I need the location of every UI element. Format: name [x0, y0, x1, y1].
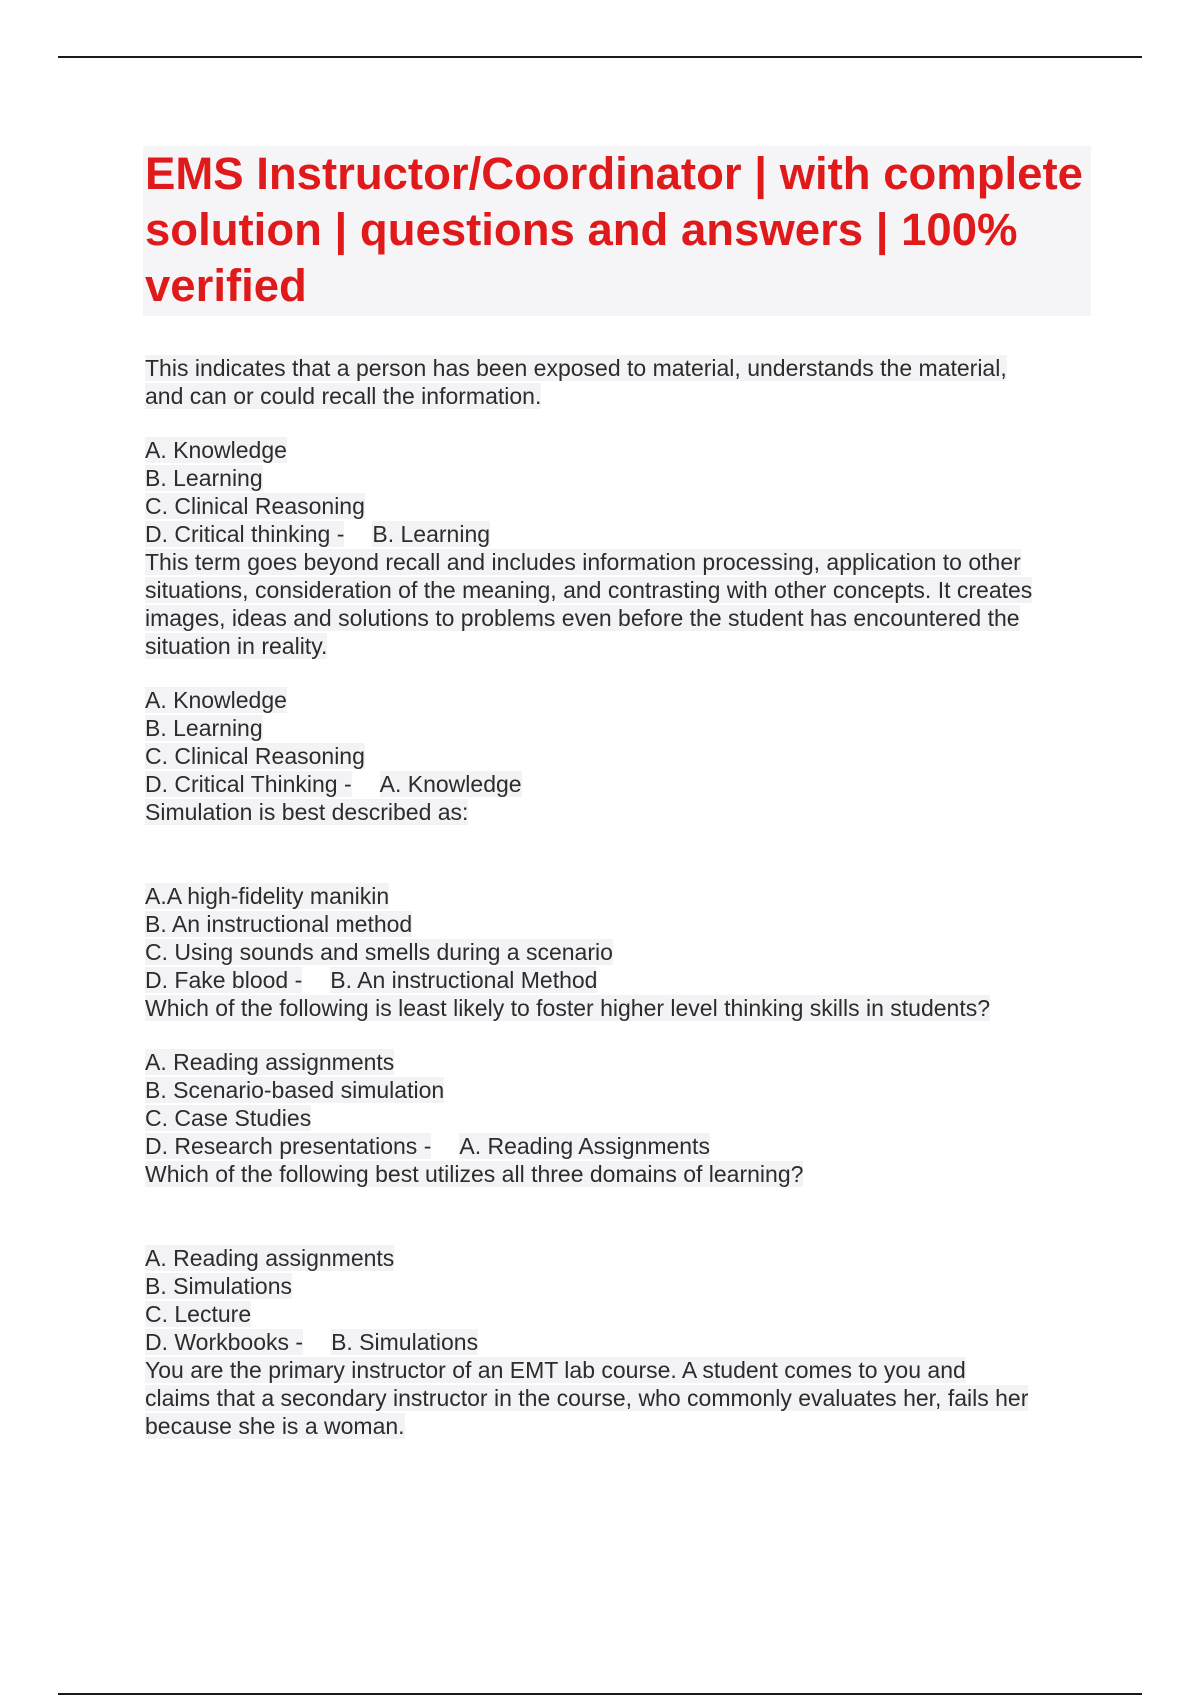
question-5 [145, 1160, 1095, 1356]
option: C. Lecture [145, 1301, 252, 1327]
option: C. Case Studies [145, 1105, 312, 1131]
option: C. Clinical Reasoning [145, 743, 365, 769]
option: A. Knowledge [145, 687, 287, 713]
question-stem-line: You are the primary instructor of an EMT lab course. A student comes to you and [145, 1357, 966, 1383]
option-with-answer: D. Critical Thinking - A. Knowledge [145, 771, 522, 797]
document-content [145, 146, 1095, 1440]
question-stem-line: images, ideas and solutions to problems even before the student has encountered the [145, 605, 1020, 631]
question-2 [145, 548, 1095, 798]
option: B. Learning [145, 465, 263, 491]
question-stem-line: Simulation is best described as: [145, 799, 469, 825]
question-6 [145, 1356, 1095, 1440]
answer: B. Simulations [331, 1329, 479, 1355]
option-with-answer: D. Research presentations - A. Reading Assignments [145, 1133, 710, 1159]
option: C. Using sounds and smells during a scenario [145, 939, 613, 965]
question-stem-line: situations, consideration of the meaning, and contrasting with other concepts. It creates [145, 577, 1033, 603]
option-with-answer: D. Fake blood - B. An instructional Method [145, 967, 598, 993]
question-stem-line: This indicates that a person has been exposed to material, understands the material, [145, 355, 1007, 381]
option: C. Clinical Reasoning [145, 493, 365, 519]
top-rule [58, 56, 1142, 58]
answer: A. Reading Assignments [459, 1133, 710, 1159]
option-with-answer: D. Critical thinking - B. Learning [145, 521, 491, 547]
option: B. An instructional method [145, 911, 413, 937]
answer: B. Learning [372, 521, 491, 547]
option: A. Knowledge [145, 437, 287, 463]
document-title: EMS Instructor/Coordinator | with complete solution | questions and answers | 100% verified [145, 148, 1083, 311]
question-1 [145, 354, 1095, 548]
option: A.A high-fidelity manikin [145, 883, 390, 909]
question-stem-line: because she is a woman. [145, 1413, 405, 1439]
option: B. Simulations [145, 1273, 293, 1299]
bottom-rule [58, 1693, 1142, 1695]
question-stem-line: claims that a secondary instructor in the course, who commonly evaluates her, fails her [145, 1385, 1029, 1411]
question-stem-line: and can or could recall the information. [145, 383, 542, 409]
answer: B. An instructional Method [330, 967, 598, 993]
option-with-answer: D. Workbooks - B. Simulations [145, 1329, 479, 1355]
question-stem-line: Which of the following is least likely to foster higher level thinking skills in students? [145, 995, 991, 1021]
option: A. Reading assignments [145, 1245, 395, 1271]
question-3 [145, 798, 1095, 994]
answer: A. Knowledge [379, 771, 522, 797]
option: A. Reading assignments [145, 1049, 395, 1075]
qa-body [145, 354, 1095, 1440]
question-stem-line: This term goes beyond recall and includes information processing, application to other [145, 549, 1021, 575]
title-block [143, 146, 1091, 316]
question-4 [145, 994, 1095, 1160]
option: B. Scenario-based simulation [145, 1077, 445, 1103]
option: B. Learning [145, 715, 263, 741]
question-stem-line: Which of the following best utilizes all three domains of learning? [145, 1161, 804, 1187]
question-stem-line: situation in reality. [145, 633, 328, 659]
